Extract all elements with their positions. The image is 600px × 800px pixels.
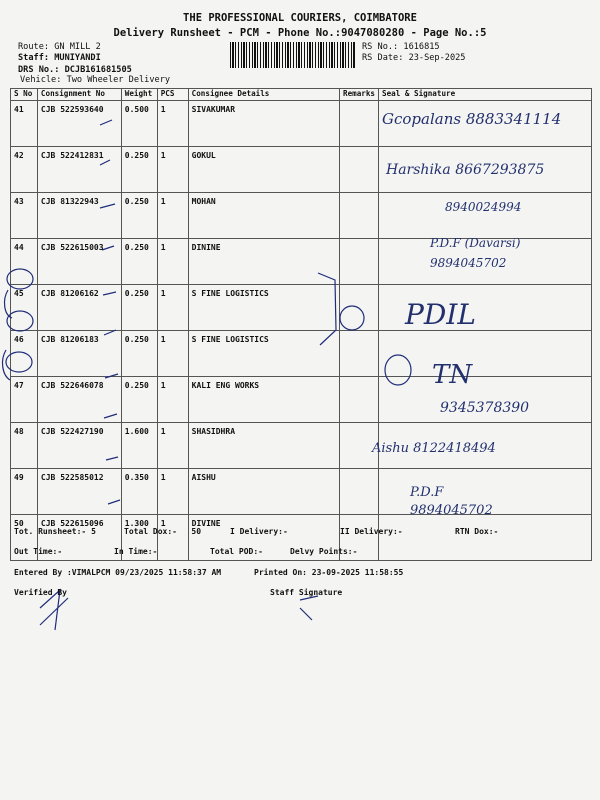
staff-signature: Staff Signature <box>270 588 343 597</box>
signature-47: TN <box>432 360 473 390</box>
weight-cell: 0.250 <box>121 285 157 331</box>
pcs-cell: 1 <box>157 147 188 193</box>
consignment-cell: CJB 522427190 <box>37 423 121 469</box>
signature-41: Gcopalans 8883341114 <box>382 110 562 128</box>
col-pcs: PCS <box>157 89 188 101</box>
pcs-cell: 1 <box>157 377 188 423</box>
consignee-cell: AISHU <box>188 469 339 515</box>
sno-cell: 47 <box>11 377 38 423</box>
rs-date: RS Date: 23-Sep-2025 <box>362 53 466 63</box>
signature-49: Aishu 8122418494 <box>372 441 496 456</box>
signature-50: P.D.F 9894045702 <box>410 485 493 518</box>
sno-cell: 48 <box>11 423 38 469</box>
printed-on: Printed On: 23-09-2025 11:58:55 <box>254 568 404 577</box>
consignment-cell: CJB 522646078 <box>37 377 121 423</box>
sno-cell: 49 <box>11 469 38 515</box>
verified-by: Verified By <box>14 588 67 597</box>
consignment-cell: CJB 522585012 <box>37 469 121 515</box>
sno-cell: 45 <box>11 285 38 331</box>
runsheet-subtitle: Delivery Runsheet - PCM - Phone No.:9047080280 - Page No.:5 <box>113 27 487 39</box>
signature-48: 9345378390 <box>440 400 530 416</box>
weight-cell: 0.250 <box>121 331 157 377</box>
consignment-cell: CJB 81206183 <box>37 331 121 377</box>
consignee-cell: SHASIDHRA <box>188 423 339 469</box>
total-dox: Total Dox:- 50 <box>124 527 202 536</box>
sno-cell: 46 <box>11 331 38 377</box>
consignment-cell: CJB 522615003 <box>37 239 121 285</box>
i-delivery: I Delivery:- <box>230 527 288 536</box>
staff: Staff: MUNIYANDI <box>18 53 101 63</box>
consignment-cell: CJB 522593640 <box>37 101 121 147</box>
pcs-cell: 1 <box>157 101 188 147</box>
rtn-dox: RTN Dox:- <box>455 527 499 536</box>
out-time: Out Time:- <box>14 547 63 556</box>
weight-cell: 1.600 <box>121 423 157 469</box>
company-title: THE PROFESSIONAL COURIERS, COIMBATORE <box>183 12 417 24</box>
sno-cell: 50 <box>11 515 38 561</box>
weight-cell: 1.300 <box>121 515 157 561</box>
signature-46: PDIL <box>405 298 476 331</box>
sno-cell: 43 <box>11 193 38 239</box>
pcs-cell: 1 <box>157 515 188 561</box>
weight-cell: 0.250 <box>121 377 157 423</box>
drs-no: DRS No.: DCJB161681505 <box>18 65 132 75</box>
consignee-cell: S FINE LOGISTICS <box>188 331 339 377</box>
pcs-cell: 1 <box>157 469 188 515</box>
consignee-cell: GOKUL <box>188 147 339 193</box>
in-time: In Time:- <box>114 547 158 556</box>
vehicle: Vehicle: Two Wheeler Delivery <box>20 75 171 85</box>
col-remarks: Remarks <box>340 89 379 101</box>
pcs-cell: 1 <box>157 423 188 469</box>
pcs-cell: 1 <box>157 239 188 285</box>
pcs-cell: 1 <box>157 285 188 331</box>
consignment-cell: CJB 522412831 <box>37 147 121 193</box>
total-pod: Total POD:- <box>210 547 263 556</box>
tot-runsheet: Tot. Runsheet:- 5 <box>14 527 96 536</box>
weight-cell: 0.500 <box>121 101 157 147</box>
weight-cell: 0.250 <box>121 193 157 239</box>
consignment-cell: CJB 522615096 <box>37 515 121 561</box>
route: Route: GN MILL 2 <box>18 42 101 52</box>
weight-cell: 0.250 <box>121 239 157 285</box>
consignee-cell: MOHAN <box>188 193 339 239</box>
weight-cell: 0.250 <box>121 147 157 193</box>
sno-cell: 44 <box>11 239 38 285</box>
entered-by: Entered By :VIMALPCM 09/23/2025 11:58:37 AM <box>14 568 222 577</box>
col-sno: S No <box>11 89 38 101</box>
pcs-cell: 1 <box>157 331 188 377</box>
sno-cell: 41 <box>11 101 38 147</box>
signature-43: 8940024994 <box>445 200 522 214</box>
consignee-cell: S FINE LOGISTICS <box>188 285 339 331</box>
weight-cell: 0.350 <box>121 469 157 515</box>
delvy-points: Delvy Points:- <box>290 547 358 556</box>
col-consignment: Consignment No <box>37 89 121 101</box>
consignee-cell: SIVAKUMAR <box>188 101 339 147</box>
signature-44: P.D.F (Davarsi) 9894045702 <box>430 236 521 270</box>
consignee-cell: DIVINE <box>188 515 339 561</box>
sno-cell: 42 <box>11 147 38 193</box>
pcs-cell: 1 <box>157 193 188 239</box>
col-weight: Weight <box>121 89 157 101</box>
col-consignee: Consignee Details <box>188 89 339 101</box>
ii-delivery: II Delivery:- <box>340 527 403 536</box>
consignment-cell: CJB 81206162 <box>37 285 121 331</box>
consignment-cell: CJB 81322943 <box>37 193 121 239</box>
consignee-cell: KALI ENG WORKS <box>188 377 339 423</box>
rs-no: RS No.: 1616815 <box>362 42 440 52</box>
col-signature: Seal & Signature <box>379 89 592 101</box>
consignee-cell: DININE <box>188 239 339 285</box>
signature-42: Harshika 8667293875 <box>386 162 545 178</box>
